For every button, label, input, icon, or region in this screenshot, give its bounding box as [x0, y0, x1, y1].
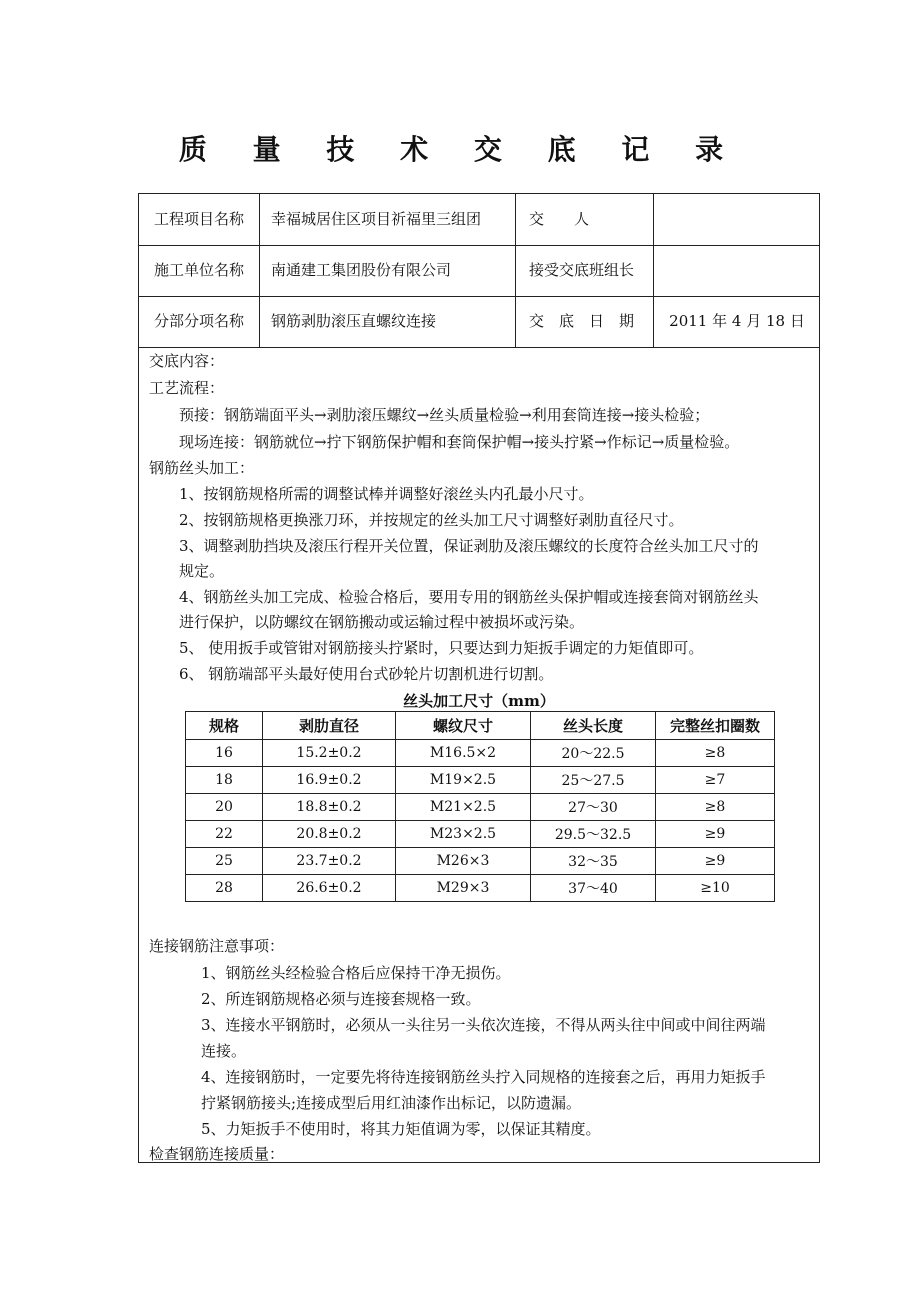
- process-heading: 工艺流程：: [149, 379, 225, 397]
- table-cell: 27～30: [531, 794, 656, 821]
- presenter-label: 交 人: [529, 210, 590, 228]
- processing-item: 进行保护，以防螺纹在钢筋搬动或运输过程中被损坏或污染。: [179, 613, 585, 631]
- note-item: 2、所连钢筋规格必须与连接套规格一致。: [201, 990, 481, 1008]
- table-cell: M26×3: [396, 848, 531, 875]
- table-row: [186, 767, 775, 794]
- unit-name-value: 南通建工集团股份有限公司: [271, 261, 452, 279]
- table-cell: M23×2.5: [396, 821, 531, 848]
- team-leader-value: [654, 245, 820, 296]
- page-title: 质 量 技 术 交 底 记 录: [178, 133, 742, 166]
- table-cell: 25～27.5: [531, 767, 656, 794]
- content-intro: 交底内容：: [149, 352, 225, 370]
- column-header: 完整丝扣圈数: [656, 712, 775, 740]
- table-cell: 32～35: [531, 848, 656, 875]
- table-cell: 26.6±0.2: [263, 875, 396, 902]
- table-cell: 29.5～32.5: [531, 821, 656, 848]
- table-header-row: [186, 712, 775, 740]
- project-name-value: 幸福城居住区项目祈福里三组团: [271, 210, 482, 228]
- table-row: [186, 740, 775, 767]
- check-heading: 检查钢筋连接质量：: [149, 1145, 285, 1163]
- header-row-unit: [139, 245, 819, 297]
- table-cell: 18.8±0.2: [263, 794, 396, 821]
- note-item: 5、力矩扳手不使用时，将其力矩值调为零，以保证其精度。: [201, 1120, 601, 1138]
- table-cell: 16.9±0.2: [263, 767, 396, 794]
- table-row: [186, 821, 775, 848]
- note-item: 连接。: [201, 1042, 247, 1060]
- processing-item: 5、 使用扳手或管钳对钢筋接头拧紧时，只要达到力矩扳手调定的力矩值即可。: [179, 639, 704, 657]
- date-value: 2011 年 4 月 18 日: [669, 312, 805, 330]
- column-header: 丝头长度: [531, 712, 656, 740]
- table-cell: ≥9: [656, 821, 775, 848]
- table-cell: M16.5×2: [396, 740, 531, 767]
- table-cell: 20～22.5: [531, 740, 656, 767]
- team-leader-label: 接受交底班组长: [529, 261, 635, 279]
- column-header: 规格: [186, 712, 263, 740]
- processing-item: 6、 钢筋端部平头最好使用台式砂轮片切割机进行切割。: [179, 665, 554, 683]
- processing-item: 4、钢筋丝头加工完成、检验合格后，要用专用的钢筋丝头保护帽或连接套筒对钢筋丝头: [179, 588, 759, 606]
- note-item: 4、连接钢筋时，一定要先将待连接钢筋丝头拧入同规格的连接套之后，再用力矩扳手: [201, 1068, 766, 1086]
- project-name-label: 工程项目名称: [153, 210, 244, 228]
- table-row: [186, 794, 775, 821]
- spec-table-title: 丝头加工尺寸（mm）: [403, 692, 555, 710]
- table-cell: ≥8: [656, 794, 775, 821]
- note-item: 3、连接水平钢筋时，必须从一头往另一头依次连接，不得从两头往中间或中间往两端: [201, 1016, 766, 1034]
- table-cell: 23.7±0.2: [263, 848, 396, 875]
- table-cell: 15.2±0.2: [263, 740, 396, 767]
- record-form: [138, 193, 820, 1163]
- site-connect-text: 现场连接：钢筋就位→拧下钢筋保护帽和套筒保护帽→接头拧紧→作标记→质量检验。: [179, 433, 740, 451]
- pre-connect-text: 预接：钢筋端面平头→剥肋滚压螺纹→丝头质量检验→利用套筒连接→接头检验；: [179, 406, 710, 424]
- presenter-value: [654, 194, 820, 245]
- column-header: 螺纹尺寸: [396, 712, 531, 740]
- notes-heading: 连接钢筋注意事项：: [149, 937, 285, 955]
- table-cell: M19×2.5: [396, 767, 531, 794]
- subitem-name-label: 分部分项名称: [153, 312, 244, 330]
- table-cell: M29×3: [396, 875, 531, 902]
- table-cell: 22: [186, 821, 263, 848]
- processing-heading: 钢筋丝头加工：: [149, 459, 255, 477]
- thread-spec-table: [185, 711, 775, 902]
- table-cell: ≥7: [656, 767, 775, 794]
- table-cell: ≥8: [656, 740, 775, 767]
- table-row: [186, 875, 775, 902]
- table-cell: M21×2.5: [396, 794, 531, 821]
- processing-item: 2、按钢筋规格更换涨刀环，并按规定的丝头加工尺寸调整好剥肋直径尺寸。: [179, 511, 684, 529]
- table-cell: 20: [186, 794, 263, 821]
- table-cell: 28: [186, 875, 263, 902]
- processing-item: 1、按钢筋规格所需的调整试棒并调整好滚丝头内孔最小尺寸。: [179, 485, 594, 503]
- unit-name-label: 施工单位名称: [153, 261, 244, 279]
- table-row: [186, 848, 775, 875]
- note-item: 1、钢筋丝头经检验合格后应保持干净无损伤。: [201, 964, 511, 982]
- table-cell: ≥9: [656, 848, 775, 875]
- table-cell: 20.8±0.2: [263, 821, 396, 848]
- column-header: 剥肋直径: [263, 712, 396, 740]
- processing-item: 3、调整剥肋挡块及滚压行程开关位置，保证剥肋及滚压螺纹的长度符合丝头加工尺寸的: [179, 537, 759, 555]
- table-cell: 18: [186, 767, 263, 794]
- processing-item: 规定。: [179, 562, 225, 580]
- table-cell: 37～40: [531, 875, 656, 902]
- date-label: 交 底 日 期: [529, 312, 635, 330]
- header-row-subitem: [139, 296, 819, 348]
- note-item: 拧紧钢筋接头;连接成型后用红油漆作出标记，以防遗漏。: [201, 1094, 582, 1112]
- subitem-name-value: 钢筋剥肋滚压直螺纹连接: [271, 312, 437, 330]
- table-cell: 16: [186, 740, 263, 767]
- table-cell: 25: [186, 848, 263, 875]
- table-cell: ≥10: [656, 875, 775, 902]
- header-row-project: [139, 194, 819, 246]
